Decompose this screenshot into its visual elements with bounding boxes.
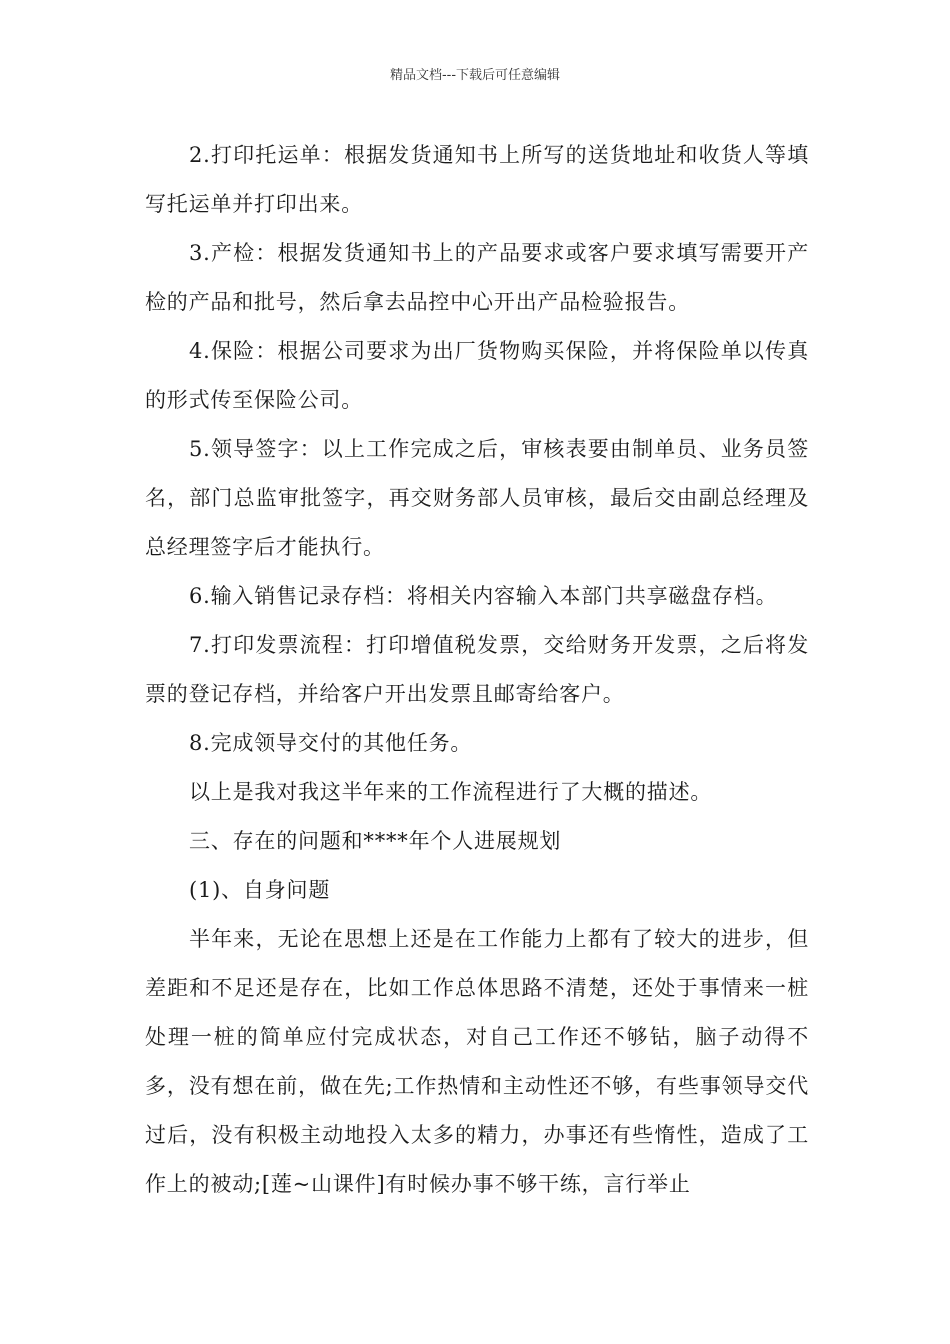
paragraph-step-2: 2.打印托运单：根据发货通知书上所写的送货地址和收货人等填写托运单并打印出来。 — [145, 143, 809, 216]
section-heading: 三、存在的问题和****年个人进展规划 — [189, 829, 562, 853]
paragraph-step-3: 3.产检：根据发货通知书上的产品要求或客户要求填写需要开产检的产品和批号，然后拿去品控中心开出产品检验报告。 — [145, 241, 809, 314]
paragraph-step-6: 6.输入销售记录存档：将相关内容输入本部门共享磁盘存档。 — [189, 584, 778, 608]
paragraph-self-problems: 半年来，无论在思想上还是在工作能力上都有了较大的进步，但差距和不足还是存在，比如工作总体思路不清楚，还处于事情来一桩处理一桩的简单应付完成状态，对自己工作还不够钻，脑子动得不多，没有想在前，做在先;工作热情和主动性还不够，有些事领导交代过后，没有积极主动地投入太多的精力，办事还有些惰性，造成了工作上的被动;[莲~山课件]有时候办事不够干练，言行举止 — [145, 927, 809, 1196]
paragraph-step-4: 4.保险：根据公司要求为出厂货物购买保险，并将保险单以传真的形式传至保险公司。 — [145, 339, 809, 412]
paragraph-step-5: 5.领导签字：以上工作完成之后，审核表要由制单员、业务员签名，部门总监审批签字，再交财务部人员审核，最后交由副总经理及总经理签字后才能执行。 — [145, 437, 809, 559]
paragraph-step-8: 8.完成领导交付的其他任务。 — [189, 731, 473, 755]
paragraph-summary: 以上是我对我这半年来的工作流程进行了大概的描述。 — [189, 780, 713, 804]
page-header: 精品文档---下载后可任意编辑 — [389, 68, 561, 83]
subsection-heading: (1)、自身问题 — [189, 878, 331, 902]
document-body — [145, 131, 809, 1209]
paragraph-step-7: 7.打印发票流程：打印增值税发票，交给财务开发票，之后将发票的登记存档，并给客户开出发票且邮寄给客户。 — [145, 633, 809, 706]
